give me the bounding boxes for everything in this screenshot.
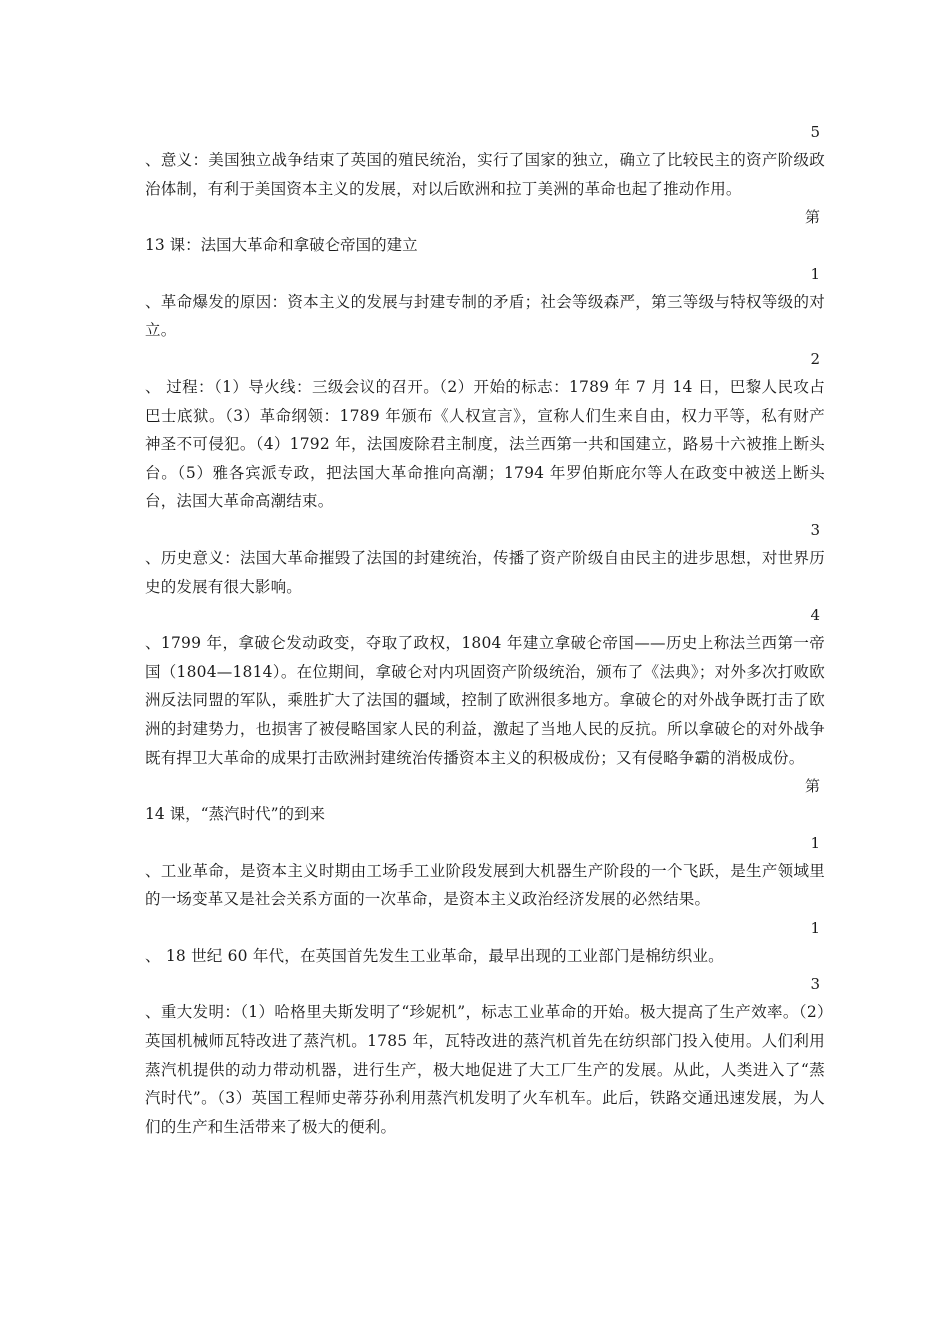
- lesson-prefix: 第: [804, 777, 820, 796]
- paragraph: 、1799 年，拿破仑发动政变，夺取了政权，1804 年建立拿破仑帝国——历史上称法兰西第一帝国（1804—1814）。在位期间，拿破仑对内巩固资产阶级统治，颁布了《法典》；对外多次打败欧洲反法同盟的军队，乘胜扩大了法国的疆域，控制了欧洲很多地方。拿破仑的对外战争既打击了欧洲的封建势力，也损害了被侵略国家人民的利益，激起了当地人民的反抗。所以拿破仑的对外战争既有捍卫大革命的成果打击欧洲封建统治传播资本主义的积极成份；又有侵略争霸的消极成份。: [145, 634, 825, 767]
- paragraph: 、 18 世纪 60 年代，在英国首先发生工业革命，最早出现的工业部门是棉纺织业。: [145, 946, 724, 965]
- lesson-heading: 14 课，“蒸汽时代”的到来: [145, 805, 325, 824]
- lesson-heading: 13 课：法国大革命和拿破仑帝国的建立: [145, 236, 418, 255]
- section-number: 1: [810, 833, 820, 852]
- section-number: 3: [810, 520, 820, 539]
- section-number: 4: [810, 606, 820, 625]
- paragraph: 、重大发明：（1）哈格里夫斯发明了“珍妮机”，标志工业革命的开始。极大提高了生产效率。（2）英国机械师瓦特改进了蒸汽机。1785 年，瓦特改进的蒸汽机首先在纺织部门投入使用。人们利用蒸汽机提供的动力带动机器，进行生产，极大地促进了大工厂生产的发展。从此，人类进入了“蒸汽时代”。（3）英国工程师史蒂芬孙利用蒸汽机发明了火车机车。此后，铁路交通迅速发展，为人们的生产和生活带来了极大的便利。: [145, 1003, 825, 1136]
- section-number: 5: [810, 123, 820, 141]
- section-number: 1: [810, 264, 820, 283]
- section-number: 1: [810, 918, 820, 937]
- paragraph: 、革命爆发的原因：资本主义的发展与封建专制的矛盾；社会等级森严，第三等级与特权等级的对立。: [145, 292, 825, 340]
- document-page: [145, 118, 825, 1141]
- paragraph: 、意义：美国独立战争结束了英国的殖民统治，实行了国家的独立，确立了比较民主的资产阶级政治体制，有利于美国资本主义的发展，对以后欧洲和拉丁美洲的革命也起了推动作用。: [145, 151, 825, 198]
- paragraph: 、工业革命，是资本主义时期由工场手工业阶段发展到大机器生产阶段的一个飞跃，是生产领域里的一场变革又是社会关系方面的一次革命，是资本主义政治经济发展的必然结果。: [145, 861, 825, 909]
- lesson-prefix: 第: [804, 208, 820, 227]
- section-number: 2: [810, 349, 820, 368]
- paragraph: 、 过程：（1）导火线：三级会议的召开。（2）开始的标志：1789 年 7 月 14 日，巴黎人民攻占巴士底狱。（3）革命纲领：1789 年颁布《人权宣言》，宣称人们生来自由，权力平等，私有财产神圣不可侵犯。（4）1792 年，法国废除君主制度，法兰西第一共和国建立，路易十六被推上断头台。（5）雅各宾派专政，把法国大革命推向高潮；1794 年罗伯斯庇尔等人在政变中被送上断头台，法国大革命高潮结束。: [145, 377, 825, 511]
- paragraph: 、历史意义：法国大革命摧毁了法国的封建统治，传播了资产阶级自由民主的进步思想，对世界历史的发展有很大影响。: [145, 548, 825, 596]
- section-number: 3: [810, 975, 820, 994]
